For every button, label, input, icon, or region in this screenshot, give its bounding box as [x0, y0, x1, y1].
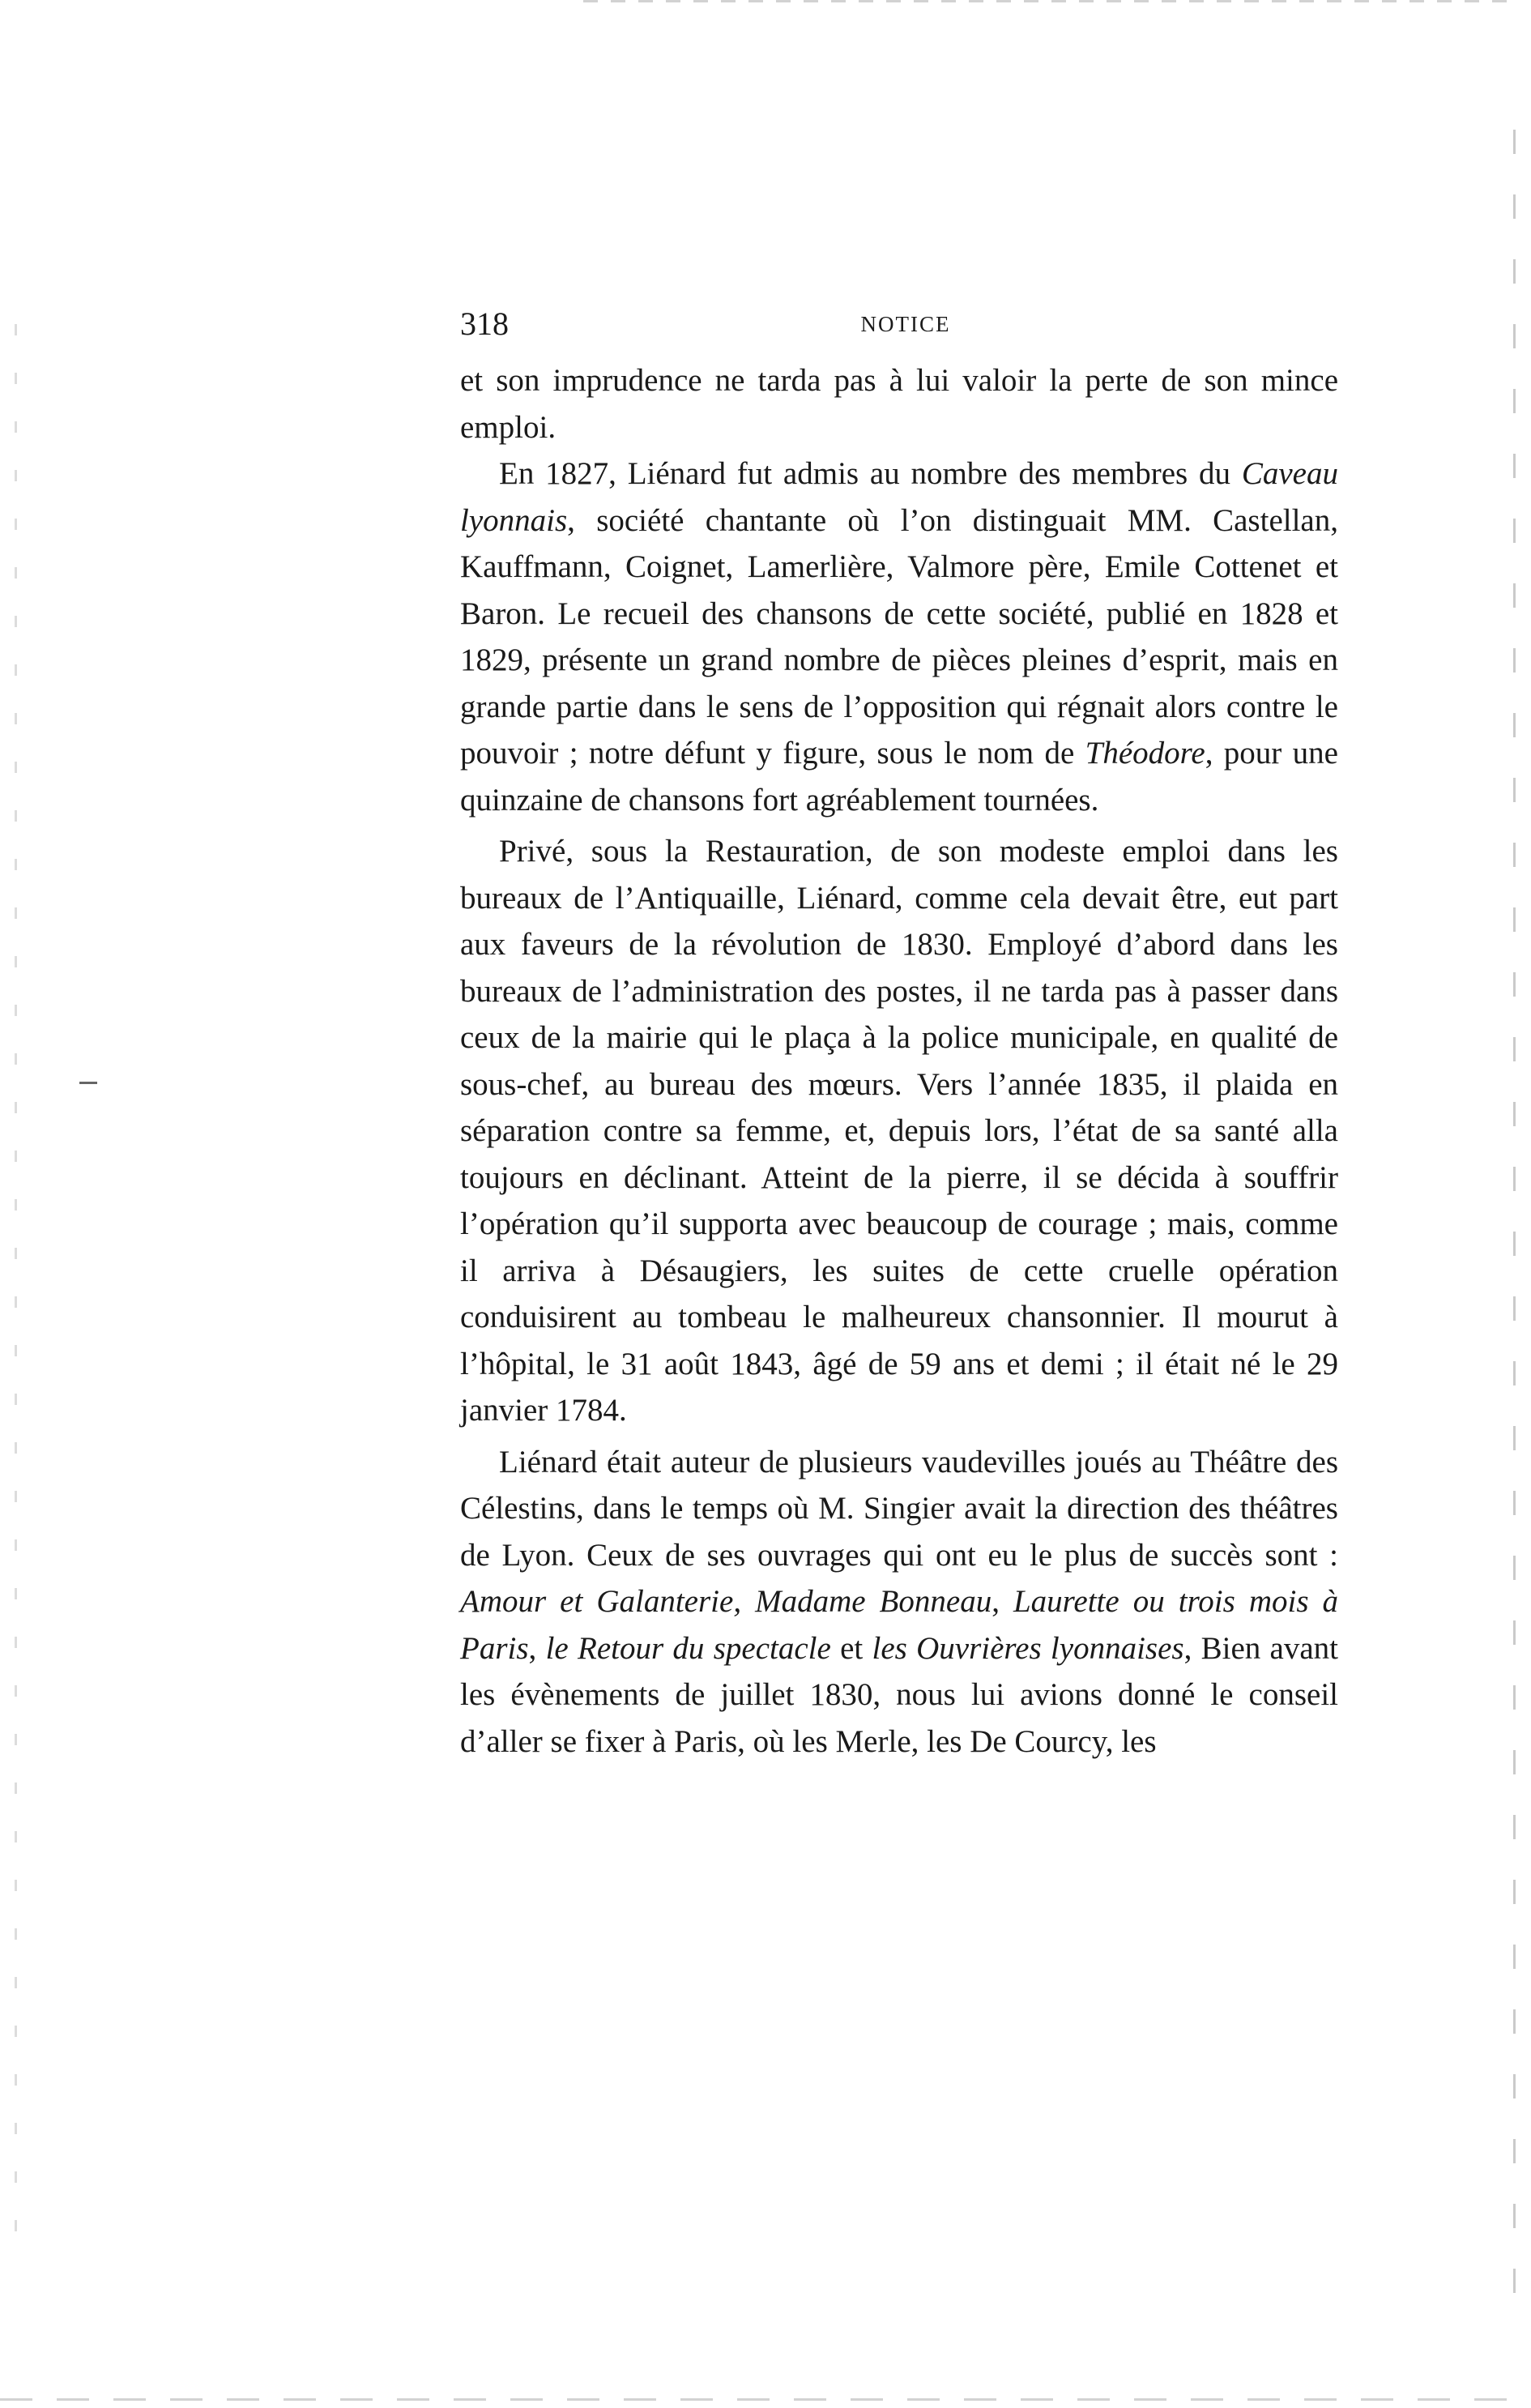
paragraph-3: [460, 828, 1338, 1434]
italic-laurette: Laurette ou trois mois à Paris: [460, 1584, 1339, 1666]
paragraph-1-text: et son imprudence ne tarda pas à lui valoir la perte de son mince emploi.: [460, 363, 1338, 445]
paragraph-4-text-d: et: [830, 1630, 872, 1666]
italic-caveau-lyonnais: Caveau lyonnais: [460, 456, 1338, 538]
running-head: [460, 300, 1351, 348]
paragraph-2: [460, 450, 1338, 823]
page-number: 318: [460, 305, 509, 342]
scan-mark-dash: [79, 1082, 97, 1084]
paragraph-2-text-b: , société chantante où l’on distinguait MM. Castellan, Kauffmann, Coignet, Lamerlière, Valmore père, Emile Cottenet et Baron. Le recueil des chansons de cette société, publié en 1828 et 1829, présente un grand nombre de pièces pleines d’esprit, mais en grande partie dans le sens de l’opposition qui régnait alors contre le pouvoir ; notre défunt y figure, sous le nom de: [460, 502, 1338, 771]
italic-retour-du-spectacle: le Retour du spectacle: [545, 1630, 831, 1666]
italic-amour-et-galanterie: Amour et Galanterie, Madame Bonneau: [460, 1584, 992, 1619]
paragraph-4-text-c: ,: [528, 1630, 546, 1666]
paragraph-4-text-a: Liénard était auteur de plusieurs vaudevilles joués au Théâtre des Célestins, dans le temps où M. Singier avait la direction des théâtres de Lyon. Ceux de ses ouvrages qui ont eu le plus de succès sont :: [460, 1444, 1338, 1573]
paragraph-2-text-c: , pour une quinzaine de chansons fort agréablement tournées.: [460, 736, 1338, 818]
body-text: [460, 357, 1338, 1765]
paragraph-4: [460, 1439, 1338, 1765]
paragraph-4-text-e: , Bien avant les évènements de juillet 1830, nous lui avions donné le conseil d’aller se fixer à Paris, où les Merle, les De Courcy, les: [460, 1630, 1339, 1759]
scan-edge-bottom: [0, 2398, 1531, 2401]
paragraph-3-text: Privé, sous la Restauration, de son modeste emploi dans les bureaux de l’Antiquaille, Liénard, comme cela devait être, eut part aux faveurs de la révolution de 1830. Employé d’abord dans les bureaux de l’administration des postes, il ne tarda pas à passer dans ceux de la mairie qui le plaça à la police municipale, en qualité de sous-chef, au bureau des mœurs. Vers l’année 1835, il plaida en séparation contre sa femme, et, depuis lors, l’état de sa santé alla toujours en déclinant. Atteint de la pierre, il se décida à souffrir l’opération qu’il supporta avec beaucoup de courage ; mais, comme il arriva à Désaugiers, les suites de cette cruelle opération conduisirent au tombeau le malheureux chansonnier. Il mourut à l’hôpital, le 31 août 1843, âgé de 59 ans et demi ; il était né le 29 janvier 1784.: [460, 834, 1338, 1428]
paragraph-1: [460, 357, 1338, 450]
paragraph-4-text-b: ,: [992, 1584, 1013, 1619]
scan-edge-right: [1513, 130, 1516, 2317]
running-title: NOTICE: [860, 312, 951, 336]
italic-ouvrieres-lyonnaises: les Ouvrières lyonnaises: [872, 1630, 1184, 1666]
paragraph-2-text-a: En 1827, Liénard fut admis au nombre des membres du: [499, 456, 1242, 491]
italic-theodore: Théodore: [1085, 736, 1205, 771]
scan-edge-left: [15, 324, 17, 2269]
scan-edge-top: [583, 0, 1515, 2]
